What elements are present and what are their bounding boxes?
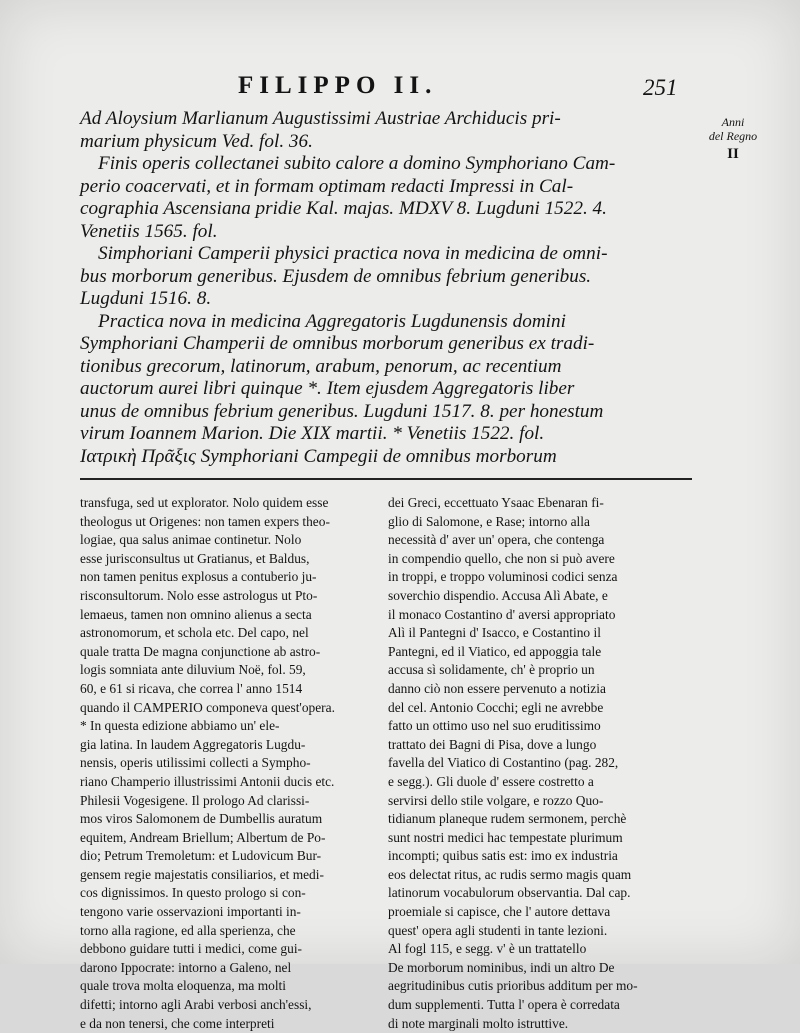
section-divider [80,478,692,480]
footnote-line: servirsi dello stile volgare, e rozzo Quo- [388,792,604,808]
footnote-line: logiae, qua salus animae continetur. Nolo [80,532,302,548]
footnote-line: cos dignissimos. In questo prologo si con- [80,885,306,901]
margin-note-anni: Anni [721,115,745,129]
entry-line: Simphoriani Camperii physici practica nova in medicina de omni- [98,243,608,264]
footnote-line: glio di Salomone, e Rase; intorno alla [388,513,590,529]
footnote-line: sunt nostri medici hac tempestate plurimum [388,829,623,845]
entry-line: cographia Ascensiana pridie Kal. majas. MDXV 8. Lugduni 1522. 4. [80,198,607,219]
footnote-line: quale tratta De magna conjunctione ab astro- [80,643,321,659]
entry-line: Symphoriani Champerii de omnibus morborum generibus ex tradi- [80,333,595,354]
footnote-line: De morborum nominibus, indi un altro De [388,959,615,975]
footnote-line: incompti; quibus satis est: imo ex industria [388,848,618,864]
footnote-line: del cel. Antonio Cocchi; egli ne avrebbe [388,699,604,715]
margin-note-regno: del Regno [708,129,758,143]
running-title: FILIPPO II. [238,72,438,99]
margin-note [698,115,768,161]
page-number: 251 [643,75,678,100]
footnote-line: favella del Viatico di Costantino (pag. 282, [388,755,619,771]
footnote-line: e da non tenersi, che come interpreti [80,1015,275,1031]
footnote-line: e segg.). Gli duole d' essere costretto a [388,773,594,789]
footnote-line: gia latina. In laudem Aggregatoris Lugdu- [80,736,306,752]
footnote-line: il monaco Costantino d' aversi appropriato [388,606,616,622]
footnote-line: mos viros Salomonem de Dumbellis auratum [80,811,323,827]
footnote-line: logis somniata ante diluvium Noë, fol. 59, [80,662,306,678]
footnote-line: dei Greci, eccettuato Ysaac Ebenaran fi- [388,495,604,510]
footnote-line: risconsultorum. Nolo esse astrologus ut Pto- [80,587,318,603]
footnote-line: Al fogl 115, e segg. v' è un trattatello [388,941,587,957]
entry-line: Ιατρικὴ Πρᾶξις Symphoriani Campegii de omnibus morborum [80,445,557,467]
footnote-line: riano Champerio illustrissimi Antonii ducis etc. [80,773,335,789]
footnote-line: in troppi, e troppo voluminosi codici senza [388,569,618,585]
footnote-line: di note marginali molto istruttive. [388,1015,569,1031]
footnote-line: dio; Petrum Tremoletum: et Ludovicum Bur- [80,848,322,864]
footnote-line: quando il CAMPERIO componeva quest'opera. [80,699,335,715]
page-header [0,72,800,102]
footnote-line: tengono varie osservazioni importanti in- [80,904,301,920]
entry-line: Venetiis 1565. fol. [80,220,218,242]
footnote-line: quale trova molta eloquenza, ma molti [80,978,286,994]
entry-line: Practica nova in medicina Aggregatoris Lugdunensis domini [98,310,566,332]
entry-line: marium physicum Ved. fol. 36. [80,130,313,152]
entry-line: perio coacervati, et in formam optimam redacti Impressi in Cal- [80,175,574,197]
footnote-line: danno ciò non essere pervenuto a notizia [388,680,606,696]
entry-line: Ad Aloysium Marlianum Augustissimi Austriae Archiducis pri- [80,108,561,129]
footnote-line: non tamen penitus explosus a contuberio ju- [80,569,317,585]
footnote-line: in compendio quello, che non si può avere [388,550,615,566]
footnote-column-left [80,494,376,1033]
bibliography-entry [80,153,680,243]
footnote-line: proemiale si capisce, che l' autore dettava [388,904,611,920]
footnote-line: * In questa edizione abbiamo un' ele- [80,718,280,734]
bibliography-entry [80,243,680,311]
footnote-line: accusa sì solidamente, ch' è proprio un [388,662,595,678]
footnote-line: trattato dei Bagni di Pisa, dove a lungo [388,736,597,752]
entry-line: virum Ioannem Marion. Die XIX martii. * Venetiis 1522. fol. [80,423,545,444]
footnote-line: 60, e 61 si ricava, che correa l' anno 1514 [80,680,303,696]
footnote-line: Philesii Vogesigene. Il prologo Ad clarissi- [80,792,310,808]
footnote-line: eos delectat ritus, ac rudis sermo magis quam [388,866,632,882]
bibliography-entries [80,108,680,468]
footnote-line: difetti; intorno agli Arabi verbosi anch'essi, [80,997,312,1013]
footnote-line: nensis, operis utilissimi collecti a Sympho- [80,755,311,771]
footnote-line: lemaeus, tamen non omnino alienus a secta [80,606,312,622]
footnote-line: Alì il Pantegni d' Isacco, e Costantino il [388,625,601,641]
bibliography-entry [80,108,680,153]
footnote-line: theologus ut Origenes: non tamen expers theo- [80,513,330,529]
entry-line: auctorum aurei libri quinque *. Item ejusdem Aggregatoris liber [80,378,575,399]
footnote-column-right [388,494,684,1033]
margin-note-reign-year: II [727,146,739,162]
footnote-line: Pantegni, ed il Viatico, ed appoggia tale [388,643,602,659]
footnote-line: debbono guidare tutti i medici, come gui- [80,941,303,957]
entry-line: tionibus grecorum, latinorum, arabum, penorum, ac recentium [80,355,562,377]
entry-line: unus de omnibus febrium generibus. Lugduni 1517. 8. per honestum [80,400,604,422]
entry-line: Lugduni 1516. 8. [80,288,212,309]
footnote-line: aegritudinibus cutis prioribus additum per mo- [388,978,638,994]
entry-line: Finis operis collectanei subito calore a domino Symphoriano Cam- [98,153,616,174]
footnote-line: astronomorum, et schola etc. Del capo, nel [80,625,309,641]
footnote-line: latinorum vocabulorum observantia. Dal cap. [388,885,631,901]
footnote-line: dum supplementi. Tutta l' opera è corredata [388,997,620,1013]
bibliography-entry [80,311,680,469]
footnote-line: quest' opera agli studenti in tante lezioni. [388,922,608,938]
footnote-line: esse jurisconsultus ut Gratianus, et Baldus, [80,550,310,566]
footnote-line: necessità d' aver un' opera, che contenga [388,532,605,548]
footnote-line: fatto un ottimo uso nel suo eruditissimo [388,718,601,734]
entry-line: bus morborum generibus. Ejusdem de omnibus febrium generibus. [80,265,592,287]
footnote-line: tidianum planeque rudem sermonem, perchè [388,811,627,827]
footnote-line: darono Ippocrate: intorno a Galeno, nel [80,959,292,975]
footnote-line: torno alla ragione, ed alla sperienza, che [80,922,296,938]
footnote-line: equitem, Andream Briellum; Albertum de Po- [80,829,326,845]
footnote-line: transfuga, sed ut explorator. Nolo quidem esse [80,495,329,510]
footnote-line: soverchio dispendio. Accusa Alì Abate, e [388,587,608,603]
footnote-line: gensem regie majestatis consiliarios, et medi- [80,866,324,882]
